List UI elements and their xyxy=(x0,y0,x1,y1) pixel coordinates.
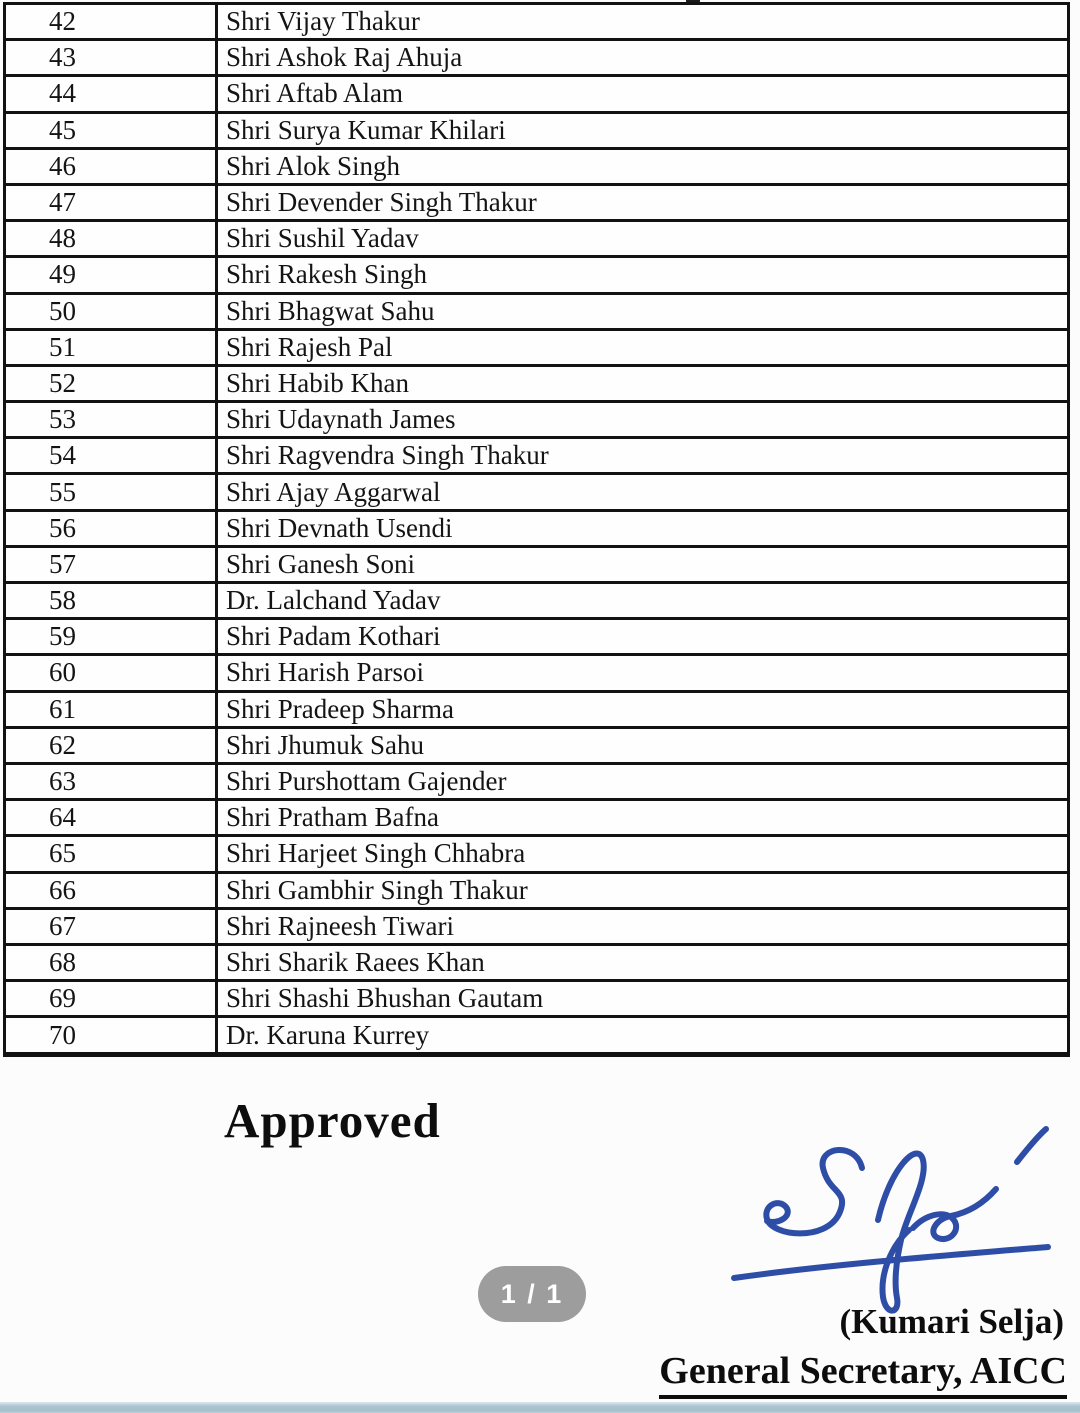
row-member-name: Shri Devnath Usendi xyxy=(226,512,453,543)
signatory-name: (Kumari Selja) xyxy=(839,1302,1064,1341)
row-serial-number: 59 xyxy=(6,620,218,653)
table-row xyxy=(6,656,1067,692)
row-member-name: Shri Rajesh Pal xyxy=(226,331,393,362)
row-serial-number: 53 xyxy=(6,403,218,436)
row-serial-number: 44 xyxy=(6,77,218,110)
row-member-name: Shri Devender Singh Thakur xyxy=(226,187,537,218)
row-serial-number: 70 xyxy=(6,1018,218,1052)
row-serial-number: 60 xyxy=(6,656,218,689)
row-serial-number: 47 xyxy=(6,186,218,219)
row-serial-number: 50 xyxy=(6,295,218,328)
table-row xyxy=(6,77,1067,113)
table-row xyxy=(6,331,1067,367)
row-member-name: Shri Udaynath James xyxy=(226,404,456,435)
members-table xyxy=(3,2,1070,1057)
table-row xyxy=(6,982,1067,1018)
row-serial-number: 58 xyxy=(6,584,218,617)
table-row xyxy=(6,910,1067,946)
row-serial-number: 63 xyxy=(6,765,218,798)
row-member-name: Shri Sharik Raees Khan xyxy=(226,946,485,977)
row-member-name: Shri Bhagwat Sahu xyxy=(226,295,435,326)
signature-ink-icon xyxy=(712,1126,1068,1314)
row-member-name: Shri Jhumuk Sahu xyxy=(226,729,425,760)
page-indicator-badge: 1 / 1 xyxy=(478,1266,586,1322)
row-serial-number: 66 xyxy=(6,874,218,907)
table-row xyxy=(6,801,1067,837)
table-row xyxy=(6,475,1067,511)
row-member-name: Shri Purshottam Gajender xyxy=(226,766,507,797)
row-member-name: Shri Ganesh Soni xyxy=(226,548,415,579)
table-row xyxy=(6,367,1067,403)
row-member-name: Shri Rajneesh Tiwari xyxy=(226,910,455,941)
row-serial-number: 64 xyxy=(6,801,218,834)
row-member-name: Shri Shashi Bhushan Gautam xyxy=(226,983,544,1014)
table-row xyxy=(6,837,1067,873)
table-row xyxy=(6,874,1067,910)
row-serial-number: 67 xyxy=(6,910,218,943)
table-row xyxy=(6,512,1067,548)
row-serial-number: 42 xyxy=(6,5,218,38)
row-member-name: Shri Pradeep Sharma xyxy=(226,693,454,724)
row-member-name: Shri Aftab Alam xyxy=(226,78,403,109)
row-member-name: Dr. Karuna Kurrey xyxy=(226,1019,430,1050)
row-member-name: Shri Harish Parsoi xyxy=(226,657,424,688)
row-member-name: Shri Vijay Thakur xyxy=(226,6,420,37)
row-member-name: Shri Pratham Bafna xyxy=(226,802,439,833)
row-member-name: Shri Sushil Yadav xyxy=(226,223,419,254)
row-serial-number: 48 xyxy=(6,222,218,255)
row-serial-number: 43 xyxy=(6,41,218,74)
table-row xyxy=(6,946,1067,982)
table-row xyxy=(6,548,1067,584)
row-member-name: Shri Surya Kumar Khilari xyxy=(226,114,506,145)
row-member-name: Shri Gambhir Singh Thakur xyxy=(226,874,528,905)
row-member-name: Shri Rakesh Singh xyxy=(226,259,428,290)
row-serial-number: 45 xyxy=(6,114,218,147)
approved-label: Approved xyxy=(224,1093,441,1148)
row-serial-number: 57 xyxy=(6,548,218,581)
row-member-name: Shri Alok Singh xyxy=(226,150,401,181)
table-row xyxy=(6,5,1067,41)
row-member-name: Shri Padam Kothari xyxy=(226,621,441,652)
table-row xyxy=(6,41,1067,77)
table-row xyxy=(6,403,1067,439)
row-serial-number: 52 xyxy=(6,367,218,400)
table-row xyxy=(6,765,1067,801)
table-row xyxy=(6,222,1067,258)
table-row xyxy=(6,186,1067,222)
table-row xyxy=(6,620,1067,656)
table-row xyxy=(6,258,1067,294)
row-serial-number: 55 xyxy=(6,475,218,508)
row-serial-number: 49 xyxy=(6,258,218,291)
row-serial-number: 54 xyxy=(6,439,218,472)
row-serial-number: 68 xyxy=(6,946,218,979)
row-serial-number: 56 xyxy=(6,512,218,545)
row-member-name: Shri Ashok Raj Ahuja xyxy=(226,42,463,73)
table-row xyxy=(6,584,1067,620)
row-serial-number: 65 xyxy=(6,837,218,870)
table-row xyxy=(6,693,1067,729)
row-serial-number: 69 xyxy=(6,982,218,1015)
row-serial-number: 46 xyxy=(6,150,218,183)
row-serial-number: 62 xyxy=(6,729,218,762)
row-serial-number: 51 xyxy=(6,331,218,364)
viewer-bottom-bar xyxy=(0,1402,1080,1413)
table-row xyxy=(6,439,1067,475)
row-member-name: Shri Ajay Aggarwal xyxy=(226,476,441,507)
table-row xyxy=(6,150,1067,186)
table-row xyxy=(6,295,1067,331)
row-member-name: Shri Ragvendra Singh Thakur xyxy=(226,440,549,471)
row-member-name: Shri Harjeet Singh Chhabra xyxy=(226,838,526,869)
row-serial-number: 61 xyxy=(6,693,218,726)
signatory-title: General Secretary, AICC xyxy=(659,1349,1067,1399)
row-member-name: Shri Habib Khan xyxy=(226,367,409,398)
table-row xyxy=(6,114,1067,150)
table-row xyxy=(6,1018,1067,1054)
row-member-name: Dr. Lalchand Yadav xyxy=(226,585,441,616)
table-row xyxy=(6,729,1067,765)
